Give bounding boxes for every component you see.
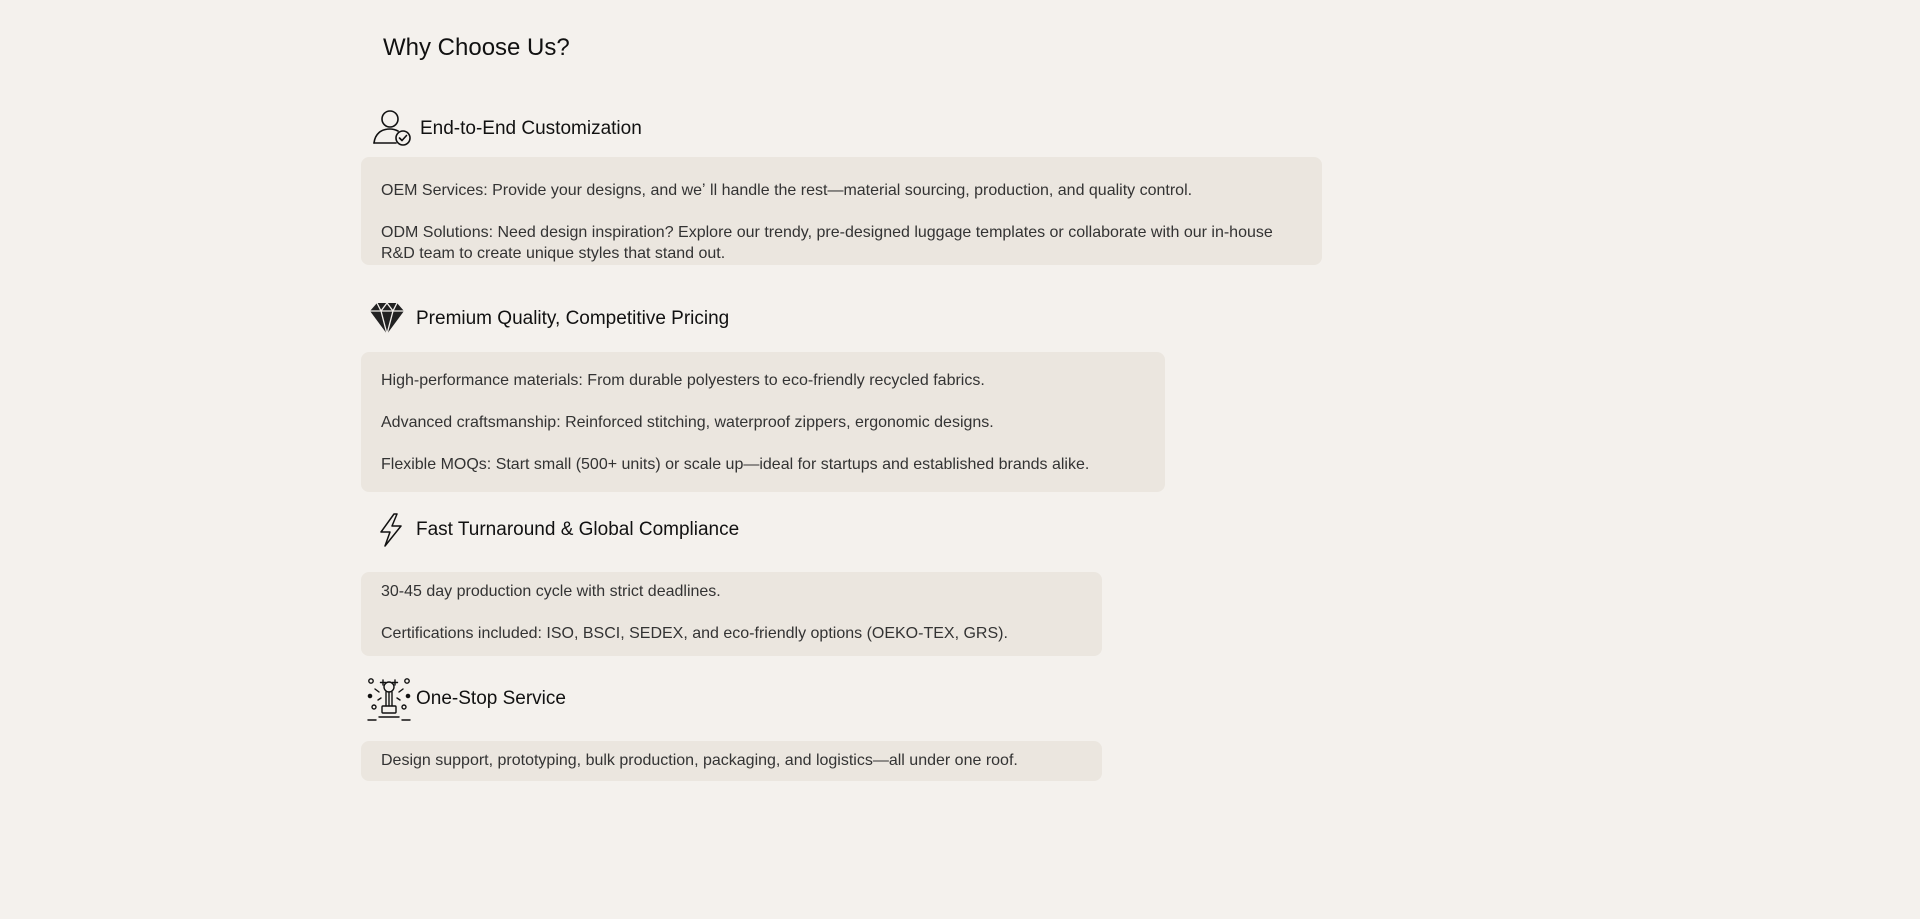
section-heading-label: One-Stop Service xyxy=(416,688,566,709)
diamond-icon xyxy=(366,298,408,340)
section-heading-label: End-to-End Customization xyxy=(420,118,642,139)
customization-details-box xyxy=(361,157,1322,265)
list-item: Certifications included: ISO, BSCI, SEDEX, and eco-friendly options (OEKO-TEX, GRS). xyxy=(381,625,1008,642)
quality-details-box xyxy=(361,352,1165,492)
user-check-icon xyxy=(372,108,414,150)
list-item: ODM Solutions: Need design inspiration? Explore our trendy, pre-designed luggage templates or collaborate with our in-house R&D team to create unique styles that stand out. xyxy=(381,224,1273,262)
section-heading-label: Fast Turnaround & Global Compliance xyxy=(416,519,740,540)
turnaround-details-box xyxy=(361,572,1102,656)
list-item: High-performance materials: From durable polyesters to eco-friendly recycled fabrics. xyxy=(381,372,985,389)
section-heading-quality xyxy=(366,298,729,340)
section-heading-one-stop xyxy=(366,676,566,722)
list-item: OEM Services: Provide your designs, and weʼ ll handle the rest—material sourcing, production, and quality control. xyxy=(381,182,1193,199)
one-stop-details-box xyxy=(361,741,1102,781)
section-heading-customization xyxy=(372,108,642,150)
section-heading-turnaround xyxy=(372,511,739,549)
page-title: Why Choose Us? xyxy=(383,34,570,61)
list-item: Design support, prototyping, bulk production, packaging, and logistics—all under one roof. xyxy=(381,752,1018,769)
section-heading-label: Premium Quality, Competitive Pricing xyxy=(416,308,730,329)
lightning-bolt-icon xyxy=(372,511,410,549)
list-item: 30-45 day production cycle with strict deadlines. xyxy=(381,583,721,600)
list-item: Flexible MOQs: Start small (500+ units) or scale up—ideal for startups and established brands alike. xyxy=(381,456,1090,473)
list-item: Advanced craftsmanship: Reinforced stitching, waterproof zippers, ergonomic designs. xyxy=(381,414,994,431)
celebration-trophy-icon xyxy=(366,676,412,722)
